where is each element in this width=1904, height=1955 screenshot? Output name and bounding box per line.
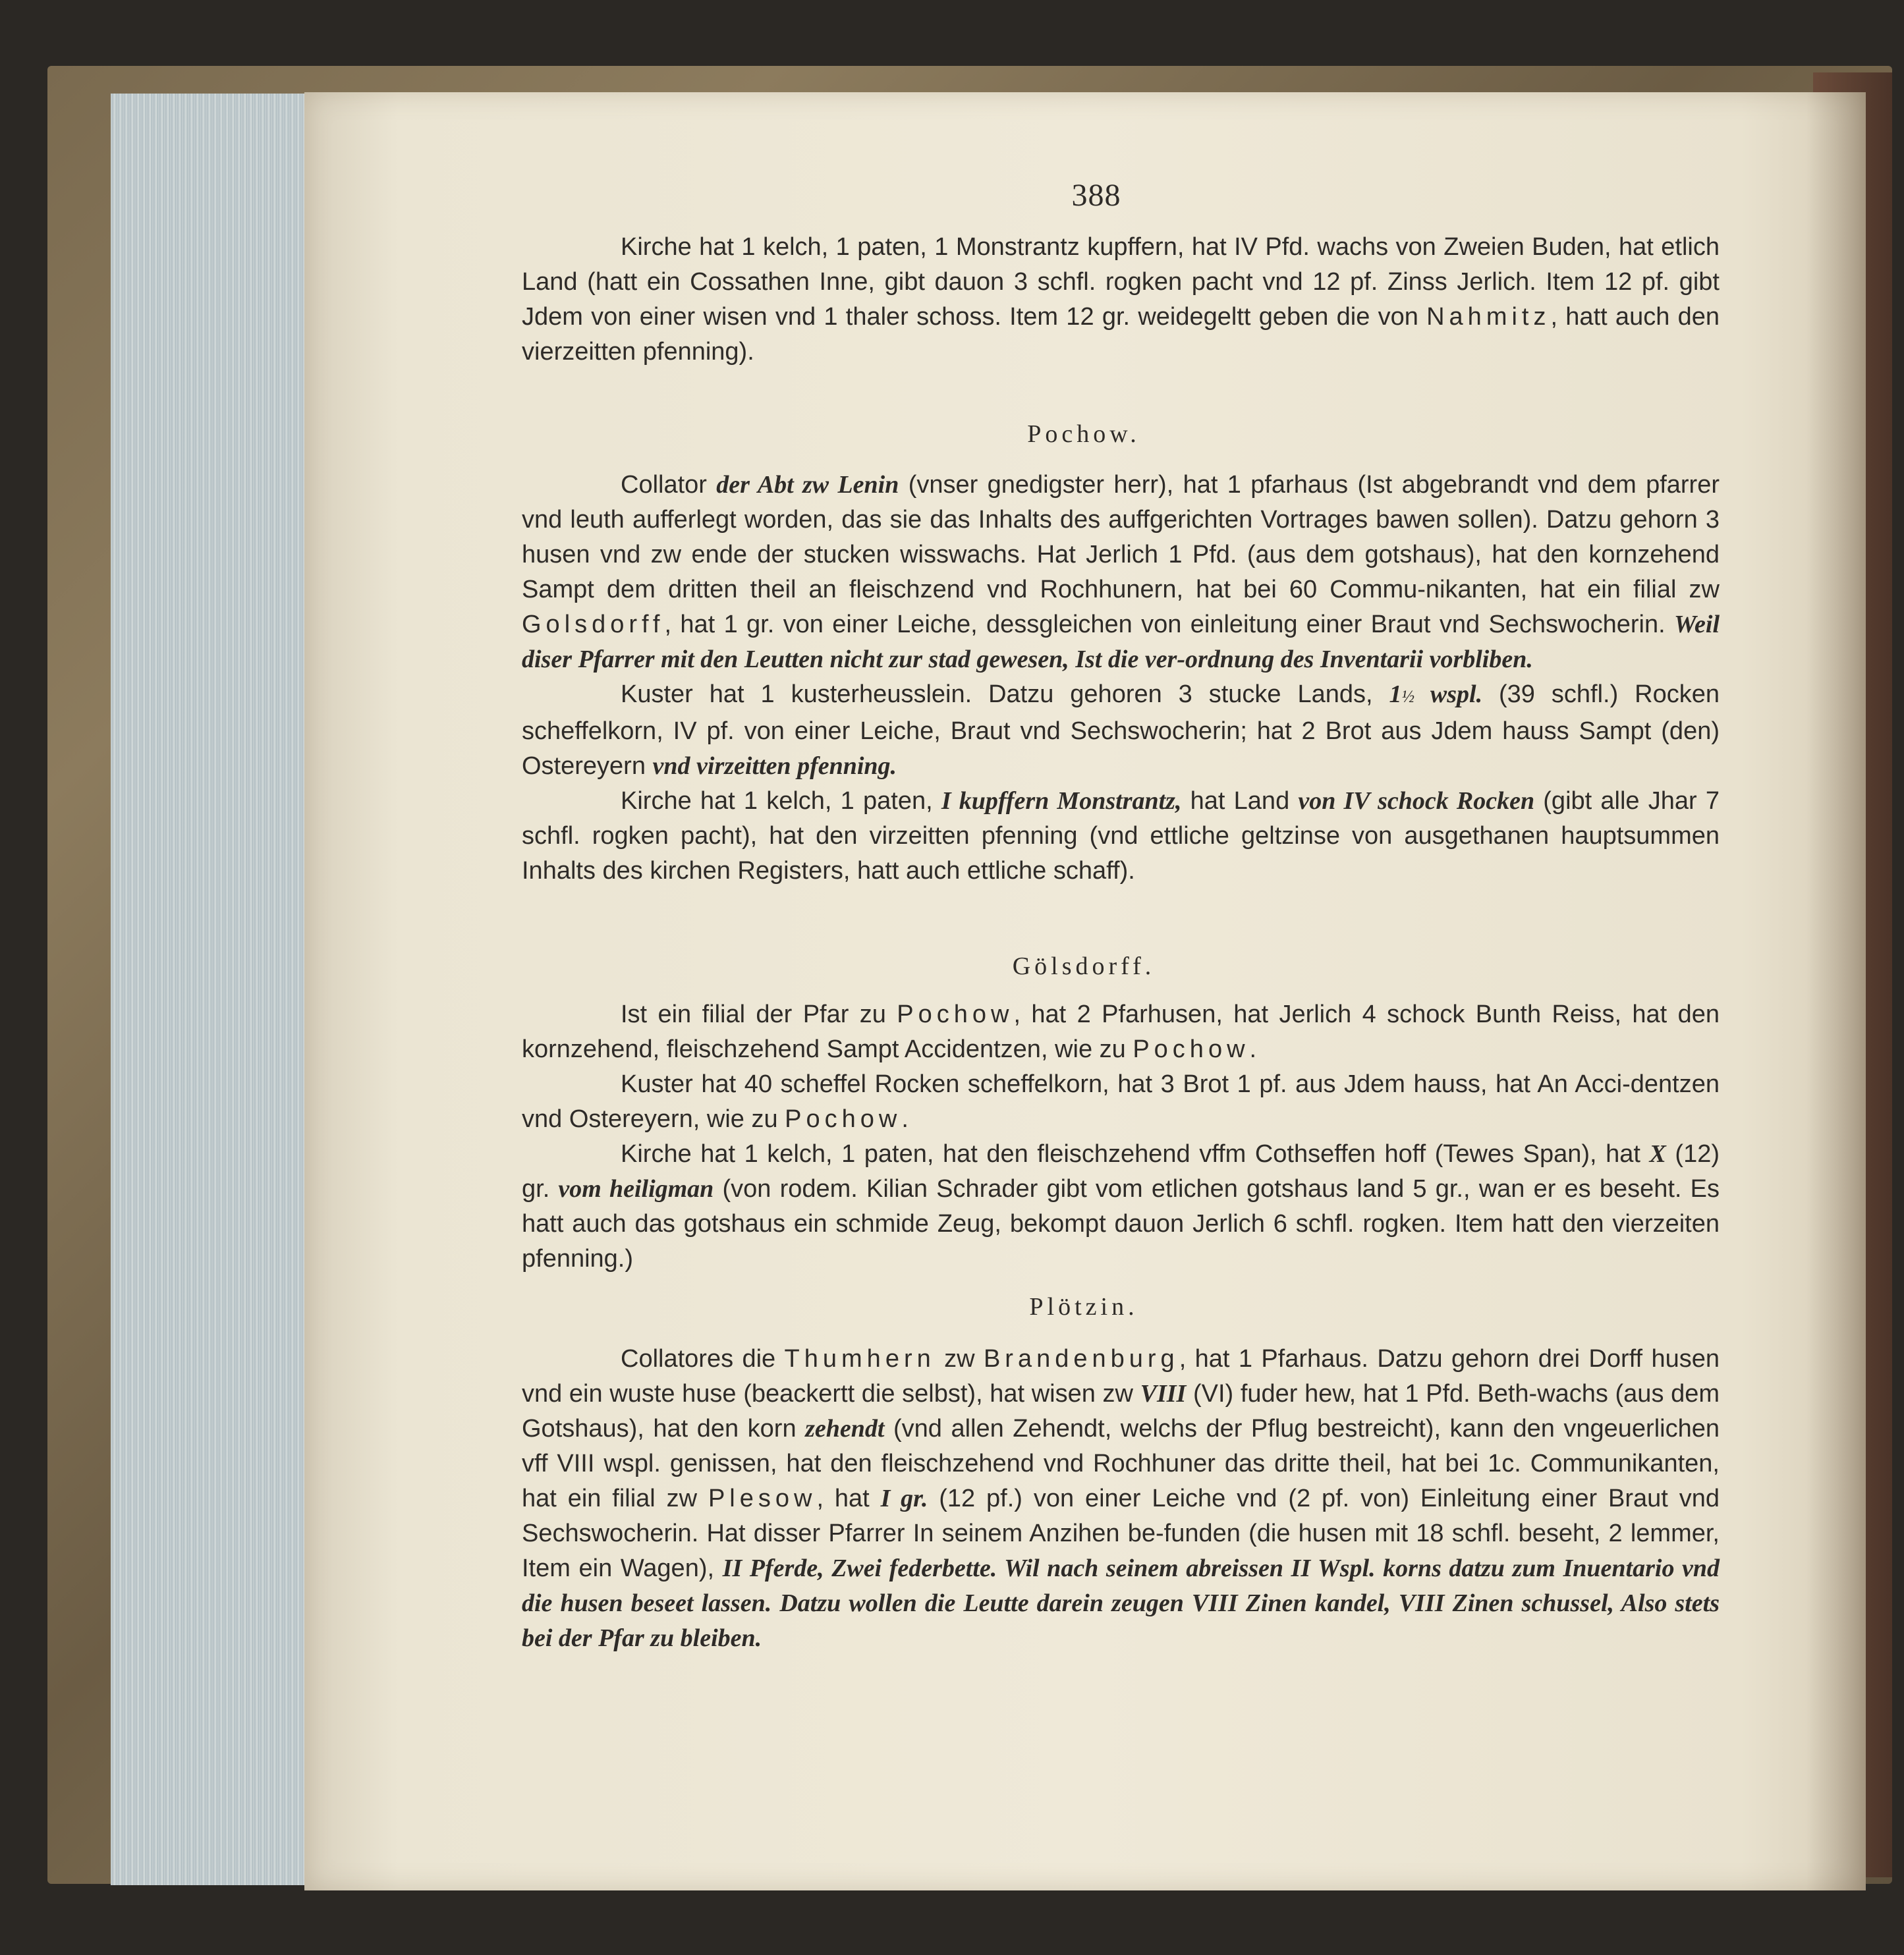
- paragraph-golsdorff-filial: [522, 997, 1720, 1067]
- italic-run: Weil diser Pfarrer mit den Leutten nicht zur stad gewesen, Ist die ver-ordnung des Inventarii vorbliben.: [522, 611, 1720, 673]
- text-run: .: [901, 1105, 909, 1133]
- text-run: .: [1249, 1035, 1257, 1063]
- text-run: hat Land: [1181, 787, 1299, 815]
- italic-run: I kupffern Monstrantz,: [941, 787, 1182, 815]
- text-run: , hat: [816, 1485, 881, 1512]
- text-run: Collatores die: [621, 1345, 785, 1373]
- text-run: zw: [935, 1345, 984, 1373]
- spaced-name: Plesow: [708, 1485, 817, 1512]
- italic-run: II Pferde, Zwei federbette. Wil nach seinem abreissen II Wspl. korns datzu zum Inuentario vnd die husen beseet lassen. Datzu wollen die Leutte darein zeugen VIII Zinen kandel, VIII Zinen schussel, Also stets bei der Pfar zu bleiben.: [522, 1555, 1720, 1652]
- spaced-name: Pochow: [785, 1105, 902, 1133]
- text-run: , hatt auch den vierzeitten pfenning).: [522, 303, 1720, 366]
- text-run: (VI) fuder hew, hat 1 Pfd. Beth-wachs (aus dem Gotshaus), hat den korn: [522, 1380, 1720, 1443]
- page-edges-stack: [111, 94, 310, 1885]
- spaced-name: Brandenburg: [983, 1345, 1179, 1373]
- italic-run: vnd virzeitten pfenning.: [652, 752, 897, 780]
- text-run: Kirche hat 1 kelch, 1 paten, hat den fleischzehend vffm Cothseffen hoff (Tewes Span), hat: [621, 1140, 1650, 1168]
- paragraph-plotzin-collatores: [522, 1342, 1720, 1656]
- text-run: Collator: [621, 471, 717, 499]
- italic-run: X: [1649, 1140, 1666, 1168]
- italic-run: VIII: [1140, 1380, 1187, 1408]
- section-heading-plotzin: Plötzin.: [1029, 1293, 1138, 1321]
- section-heading-pochow: Pochow.: [1027, 420, 1140, 448]
- paragraph-pochow-kuster: [522, 677, 1720, 784]
- fraction: ½: [1401, 687, 1415, 706]
- spaced-name: Nahmitz: [1426, 303, 1551, 331]
- section-heading-golsdorff: Gölsdorff.: [1012, 952, 1156, 980]
- page-gutter-shadow: [1806, 92, 1866, 1890]
- page-content: [522, 178, 1720, 1656]
- italic-run: zehendt: [805, 1415, 885, 1443]
- italic-run: vom heiligman: [558, 1175, 714, 1203]
- text-run: (gibt alle Jhar 7 schfl. rogken pacht), hat den virzeitten pfenning (vnd ettliche geltzinse von ausgethanen hauptsummen Inhalts des kirchen Registers, hatt auch ettliche schaff).: [522, 787, 1720, 885]
- text-run: (vnser gnedigster herr), hat 1 pfarhaus (Ist abgebrandt vnd dem pfarrer vnd leuth aufferlegt worden, das sie das Inhalts des auffgerichten Vortrages bawen sollen). Datzu gehorn 3 husen vnd zw ende der stucken wisswachs. Hat Jerlich 1 Pfd. (aus dem gotshaus), hat den kornzehend Sampt dem dritten theil an fleischzend vnd Rochhunern, hat bei 60 Commu-nikanten, hat ein filial zw: [522, 471, 1720, 603]
- spaced-name: Golsdorff: [522, 611, 665, 638]
- spaced-name: Pochow: [1133, 1035, 1250, 1063]
- text-run: Kirche hat 1 kelch, 1 paten,: [621, 787, 941, 815]
- italic-run: von IV schock Rocken: [1298, 787, 1535, 815]
- text-run: (12 pf.) von einer Leiche vnd (2 pf. von) Einleitung einer Braut vnd Sechswocherin. Hat disser Pfarrer In seinem Anzihen be-funden (die husen mit 18 schfl. beseht, 2 lemmer, Item ein Wagen),: [522, 1485, 1720, 1582]
- book-page: [304, 92, 1866, 1890]
- spaced-name: Pochow: [897, 1001, 1014, 1028]
- text-run: Kuster hat 40 scheffel Rocken scheffelkorn, hat 3 Brot 1 pf. aus Jdem hauss, hat An Acci-dentzen vnd Ostereyern, wie zu: [522, 1070, 1720, 1133]
- page-number: 388: [1071, 178, 1121, 213]
- text-run: (vnd allen Zehendt, welchs der Pflug bestreicht), kann den vngeuerlichen vff VIII wspl. genissen, hat den fleischzehend vnd Rochhuner das dritte theil, hat bei 1c. Communikanten, hat ein filial zw: [522, 1415, 1720, 1512]
- text-run: , hat 1 Pfarhaus. Datzu gehorn drei Dorff husen vnd ein wuste huse (beackertt die selbst), hat wisen zw: [522, 1345, 1720, 1408]
- text-run: Kuster hat 1 kusterheusslein. Datzu gehoren 3 stucke Lands,: [621, 680, 1389, 708]
- text-run: (von rodem. Kilian Schrader gibt vom etlichen gotshaus land 5 gr., wan er es beseht. Es hatt auch das gotshaus ein schmide Zeug, bekompt dauon Jerlich 6 schfl. rogken. Item hatt den vierzeiten pfenning.): [522, 1175, 1720, 1273]
- text-run: , hat 1 gr. von einer Leiche, dessgleichen von einleitung einer Braut vnd Sechswocherin.: [664, 611, 1675, 638]
- text-run: (39 schfl.) Rocken scheffelkorn, IV pf. von einer Leiche, Braut vnd Sechswocherin; hat 2 Brot aus Jdem hauss Sampt (den) Ostereyern: [522, 680, 1720, 780]
- text-run: (12) gr.: [522, 1140, 1720, 1203]
- italic-run: 1: [1389, 680, 1402, 708]
- paragraph-pochow-collator: [522, 468, 1720, 677]
- text-run: Ist ein filial der Pfar zu: [621, 1001, 897, 1028]
- paragraph-intro: [522, 230, 1720, 370]
- paragraph-golsdorff-kuster: [522, 1067, 1720, 1137]
- spaced-name: Thumhern: [784, 1345, 936, 1373]
- italic-run: I gr.: [880, 1485, 928, 1512]
- paragraph-pochow-kirche: [522, 784, 1720, 889]
- italic-run: wspl.: [1414, 680, 1483, 708]
- text-run: Kirche hat 1 kelch, 1 paten, 1 Monstrantz kupffern, hat IV Pfd. wachs von Zweien Buden, hat etlich Land (hatt ein Cossathen Inne, gibt dauon 3 schfl. rogken pacht vnd 12 pf. Zinss Jerlich. Item 12 pf. gibt Jdem von einer wisen vnd 1 thaler schoss. Item 12 gr. weidegeltt geben die von: [522, 233, 1720, 331]
- paragraph-golsdorff-kirche: [522, 1137, 1720, 1277]
- text-run: , hat 2 Pfarhusen, hat Jerlich 4 schock Bunth Reiss, hat den kornzehend, fleischzehend Sampt Accidentzen, wie zu: [522, 1001, 1720, 1063]
- italic-run: der Abt zw Lenin: [716, 471, 899, 499]
